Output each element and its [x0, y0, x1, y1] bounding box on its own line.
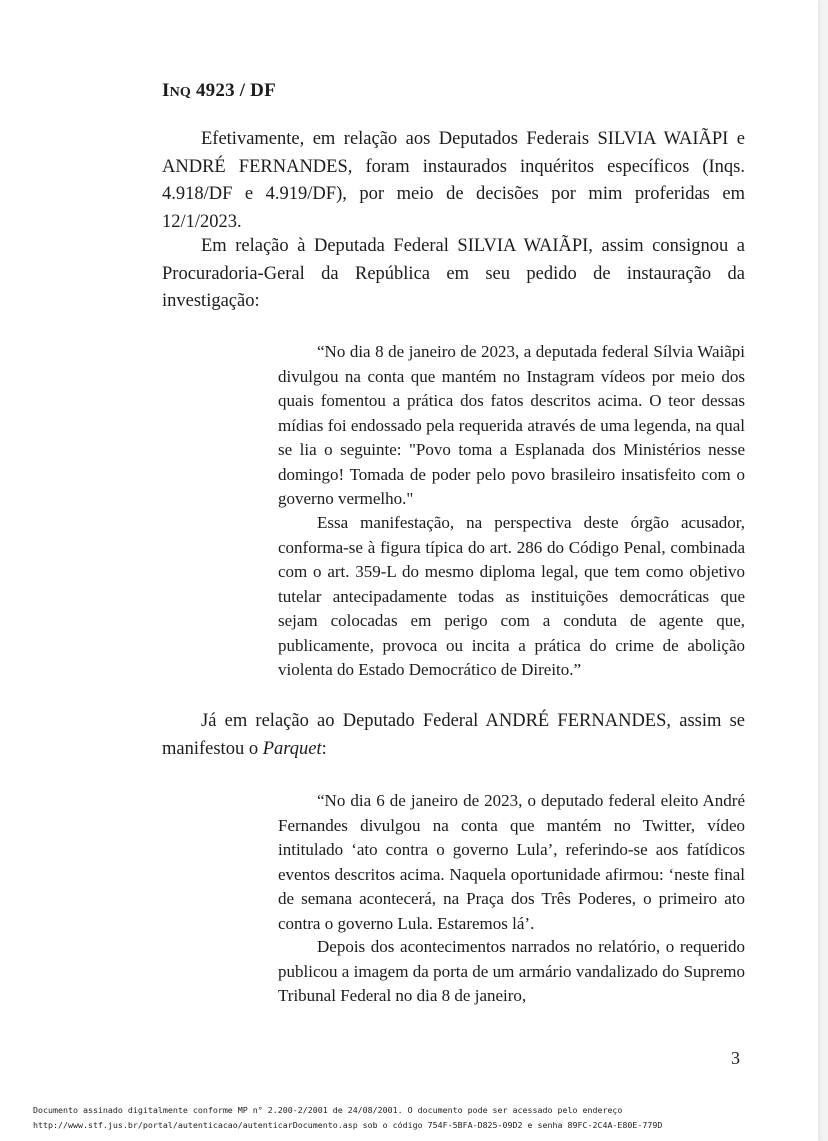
signature-footer [33, 1103, 662, 1133]
quote-1-paragraph-1: “No dia 8 de janeiro de 2023, a deputada federal Sílvia Waiãpi divulgou na conta que mantém no Instagram vídeos por meio dos quais fomentou a prática dos fatos descritos acima. O teor dessas mídias foi endossado pela requerida através de uma legenda, na qual se lia o seguinte: "Povo toma a Esplanada dos Ministérios nesse domingo! Tomada de poder pelo povo brasileiro insatisfeito com o governo vermelho." [278, 342, 745, 508]
case-header-number: 4923 / DF [195, 80, 276, 101]
paragraph-3-end: : [321, 738, 327, 759]
paragraph-3-italic: Parquet [262, 738, 322, 759]
footer-line-1: Documento assinado digitalmente conforme MP n° 2.200-2/2001 de 24/08/2001. O documento pode ser acessado pelo endereço [33, 1105, 623, 1115]
paragraph-1: Efetivamente, em relação aos Deputados Federais SILVIA WAIÃPI e ANDRÉ FERNANDES, foram instaurados inquéritos específicos (Inqs. 4.918/DF e 4.919/DF), por meio de decisões por mim proferidas em 12/1/2023. [162, 129, 745, 232]
case-header-initial: I [162, 80, 170, 101]
quote-2-paragraph-1: “No dia 6 de janeiro de 2023, o deputado federal eleito André Fernandes divulgou na conta que mantém no Twitter, vídeo intitulado ‘ato contra o governo Lula’, referindo-se aos fatídicos eventos descritos acima. Naquela oportunidade afirmou: ‘neste final de semana acontecerá, na Praça dos Três Poderes, o primeiro ato contra o governo Lula. Estaremos lá’. [278, 791, 745, 933]
paragraph-3-text: Já em relação ao Deputado Federal ANDRÉ FERNANDES, assim se manifestou o [162, 711, 745, 759]
page-number: 3 [731, 1048, 740, 1068]
footer-line-2: http://www.stf.jus.br/portal/autenticacao/autenticarDocumento.asp sob o código 754F-5BFA-D825-09D2 e senha 89FC-2C4A-E80E-779D [33, 1120, 663, 1130]
case-header [162, 80, 276, 102]
quote-2-paragraph-2: Depois dos acontecimentos narrados no relatório, o requerido publicou a imagem da porta de um armário vandalizado do Supremo Tribunal Federal no dia 8 de janeiro, [278, 937, 745, 1005]
case-header-abbrev: NQ [169, 85, 192, 100]
paragraph-2: Em relação à Deputada Federal SILVIA WAIÃPI, assim consignou a Procuradoria-Geral da República em seu pedido de instauração da investigação: [162, 236, 745, 311]
quote-1-paragraph-2: Essa manifestação, na perspectiva deste órgão acusador, conforma-se à figura típica do art. 286 do Código Penal, combinada com o art. 359-L do mesmo diploma legal, que tem como objetivo tutelar antecipadamente todas as instituições democráticas que sejam colocadas em perigo com a conduta de agente que, publicamente, provoca ou incita a prática do crime de abolição violenta do Estado Democrático de Direito.” [278, 513, 745, 679]
paragraph-3 [162, 708, 745, 763]
